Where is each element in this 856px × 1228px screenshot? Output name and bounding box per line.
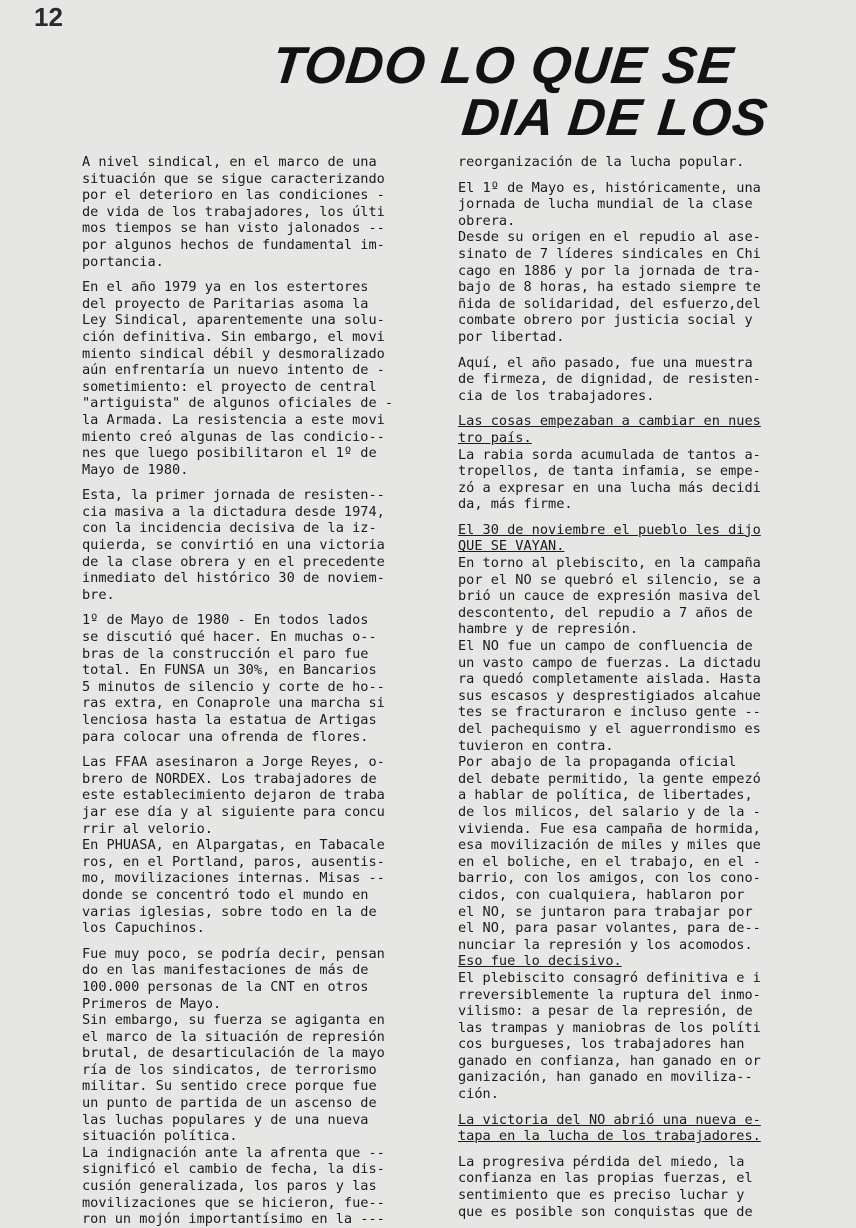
paragraph-jorge-reyes: Las FFAA asesinaron a Jorge Reyes, o- brero de NORDEX. Los trabajadores de este establecimiento dejaron de traba jar ese día y al siguiente para concu rrir al velorio. En PHUASA, en Alpargatas, en Tabacale ros, en el Portland, paros, ausentis- mo, movilizaciones internas. Misas -- donde se concentró todo el mundo en varias iglesias, sobre todo en la de los Capuchinos. [82, 754, 385, 937]
right-column [458, 154, 818, 1220]
subheading-victoria-no: La victoria del NO abrió una nueva e- tapa en la lucha de los trabajadores. [458, 1111, 761, 1145]
paragraph-primero-de-mayo-1980: 1º de Mayo de 1980 - En todos lados se discutió qué hacer. En muchas o-- bras de la construcción el paro fue total. En FUNSA un 30%, en Bancarios 5 minutos de silencio y corte de ho-- ras extra, en Conaprole una marcha si lenciosa hasta la estatua de Artigas para colocar una ofrenda de flores. [82, 612, 385, 745]
paragraph-1979: En el año 1979 ya en los estertores del proyecto de Paritarias asoma la Ley Sindical, aparentemente una solu- ción definitiva. Sin embargo, el movi miento sindical débil y desmoralizado aún enfrentaría un nuevo intento de - sometimiento: el proyecto de central "artiguista" de algunos oficiales de - la Armada. La resistencia a este movi miento creó algunas de las condicio-- nes que luego posibilitaron el 1º de Mayo de 1980. [82, 279, 393, 478]
subheading-decisivo: Eso fue lo decisivo. [458, 953, 622, 970]
page-number: 12 [34, 2, 63, 32]
paragraph-aqui: Aquí, el año pasado, fue una muestra de firmeza, de dignidad, de resisten- cia de los trabajadores. [458, 354, 761, 404]
paragraph-reorganizacion: reorganización de la lucha popular. [458, 154, 745, 170]
paragraph-intro: A nivel sindical, en el marco de una situación que se sigue caracterizando por el deterioro en las condiciones - de vida de los trabajadores, los últi mos tiempos se han visto jalonados -- por algunos hechos de fundamental im- portancia. [82, 154, 385, 270]
paragraph-plebiscito: En torno al plebiscito, en la campaña por el NO se quebró el silencio, se a brió un cauce de expresión masiva del descontento, del repudio a 7 años de hambre y de represión. El NO fue un campo de confluencia de un vasto campo de fuerzas. La dictadu ra quedó completamente aislada. Hasta sus escasos y desprestigiados alcahue tes se fracturaron e incluso gente -- del pachequismo y el aguerrondismo es tuvieron en contra. Por abajo de la propaganda oficial del debate permitido, la gente empezó a hablar de política, de libertades, de los milicos, del salario y de la - vivienda. Fue esa campaña de hormida, esa movilización de miles y miles que en el boliche, en el trabajo, en el - barrio, con los amigos, con los cono- cidos, con cualquiera, hablaron por el NO, se juntaron para trabajar por el NO, para pasar volantes, para de-- nunciar la represión y los acomodos. [458, 555, 761, 953]
headline-line-2: DIA DE LOS [459, 89, 771, 147]
paragraph-fue-muy-poco: Fue muy poco, se podría decir, pensan do en las manifestaciones de más de 100.000 personas de la CNT en otros Primeros de Mayo. Sin embargo, su fuerza se agiganta en el marco de la situación de represión brutal, de desarticulación de la mayo ría de los sindicatos, de terrorismo militar. Su sentido crece porque fue un punto de partida de un ascenso de las luchas populares y de una nueva situación política. La indignación ante la afrenta que -- significó el cambio de fecha, la dis- cusión generalizada, los paros y las movilizaciones que se hicieron, fue-- ron un mojón importantísimo en la --- [82, 945, 385, 1228]
paragraph-perdida-miedo: La progresiva pérdida del miedo, la confianza en las propias fuerzas, el sentimiento que es preciso luchar y que es posible son conquistas que de [458, 1153, 753, 1220]
subheading-30-noviembre: El 30 de noviembre el pueblo les dijo QUE SE VAYAN. [458, 521, 761, 555]
subheading-las-cosas: Las cosas empezaban a cambiar en nues tro país. [458, 413, 761, 446]
left-column [82, 154, 438, 1228]
headline [265, 37, 856, 147]
paragraph-resistencia: Esta, la primer jornada de resisten-- cia masiva a la dictadura desde 1974, con la incidencia decisiva de la iz- quierda, se convirtió en una victoria de la clase obrera y en el precedente inmediato del histórico 30 de noviem- bre. [82, 487, 385, 603]
paragraph-consagro: El plebiscito consagró definitiva e i rreversiblemente la ruptura del inmo- vilismo: a pesar de la represión, de las trampas y maniobras de los políti cos burgueses, los trabajadores han ganado en confianza, han ganado en or ganización, han ganado en moviliza-- ción. [458, 969, 761, 1103]
paragraph-1-de-mayo: El 1º de Mayo es, históricamente, una jornada de lucha mundial de la clase obrera. Desde su origen en el repudio al ase- sinato de 7 líderes sindicales en Chi cago en 1886 y por la jornada de tra- bajo de 8 horas, ha estado siempre te ñida de solidaridad, del esfuerzo,del combate obrero por justicia social y por libertad. [458, 179, 761, 345]
paragraph-rabia: La rabia sorda acumulada de tantos a- tropellos, de tanta infamia, se empe- zó a expresar en una lucha más decidi da, más firme. [458, 446, 761, 513]
headline-line-1: TODO LO QUE SE [269, 37, 737, 95]
